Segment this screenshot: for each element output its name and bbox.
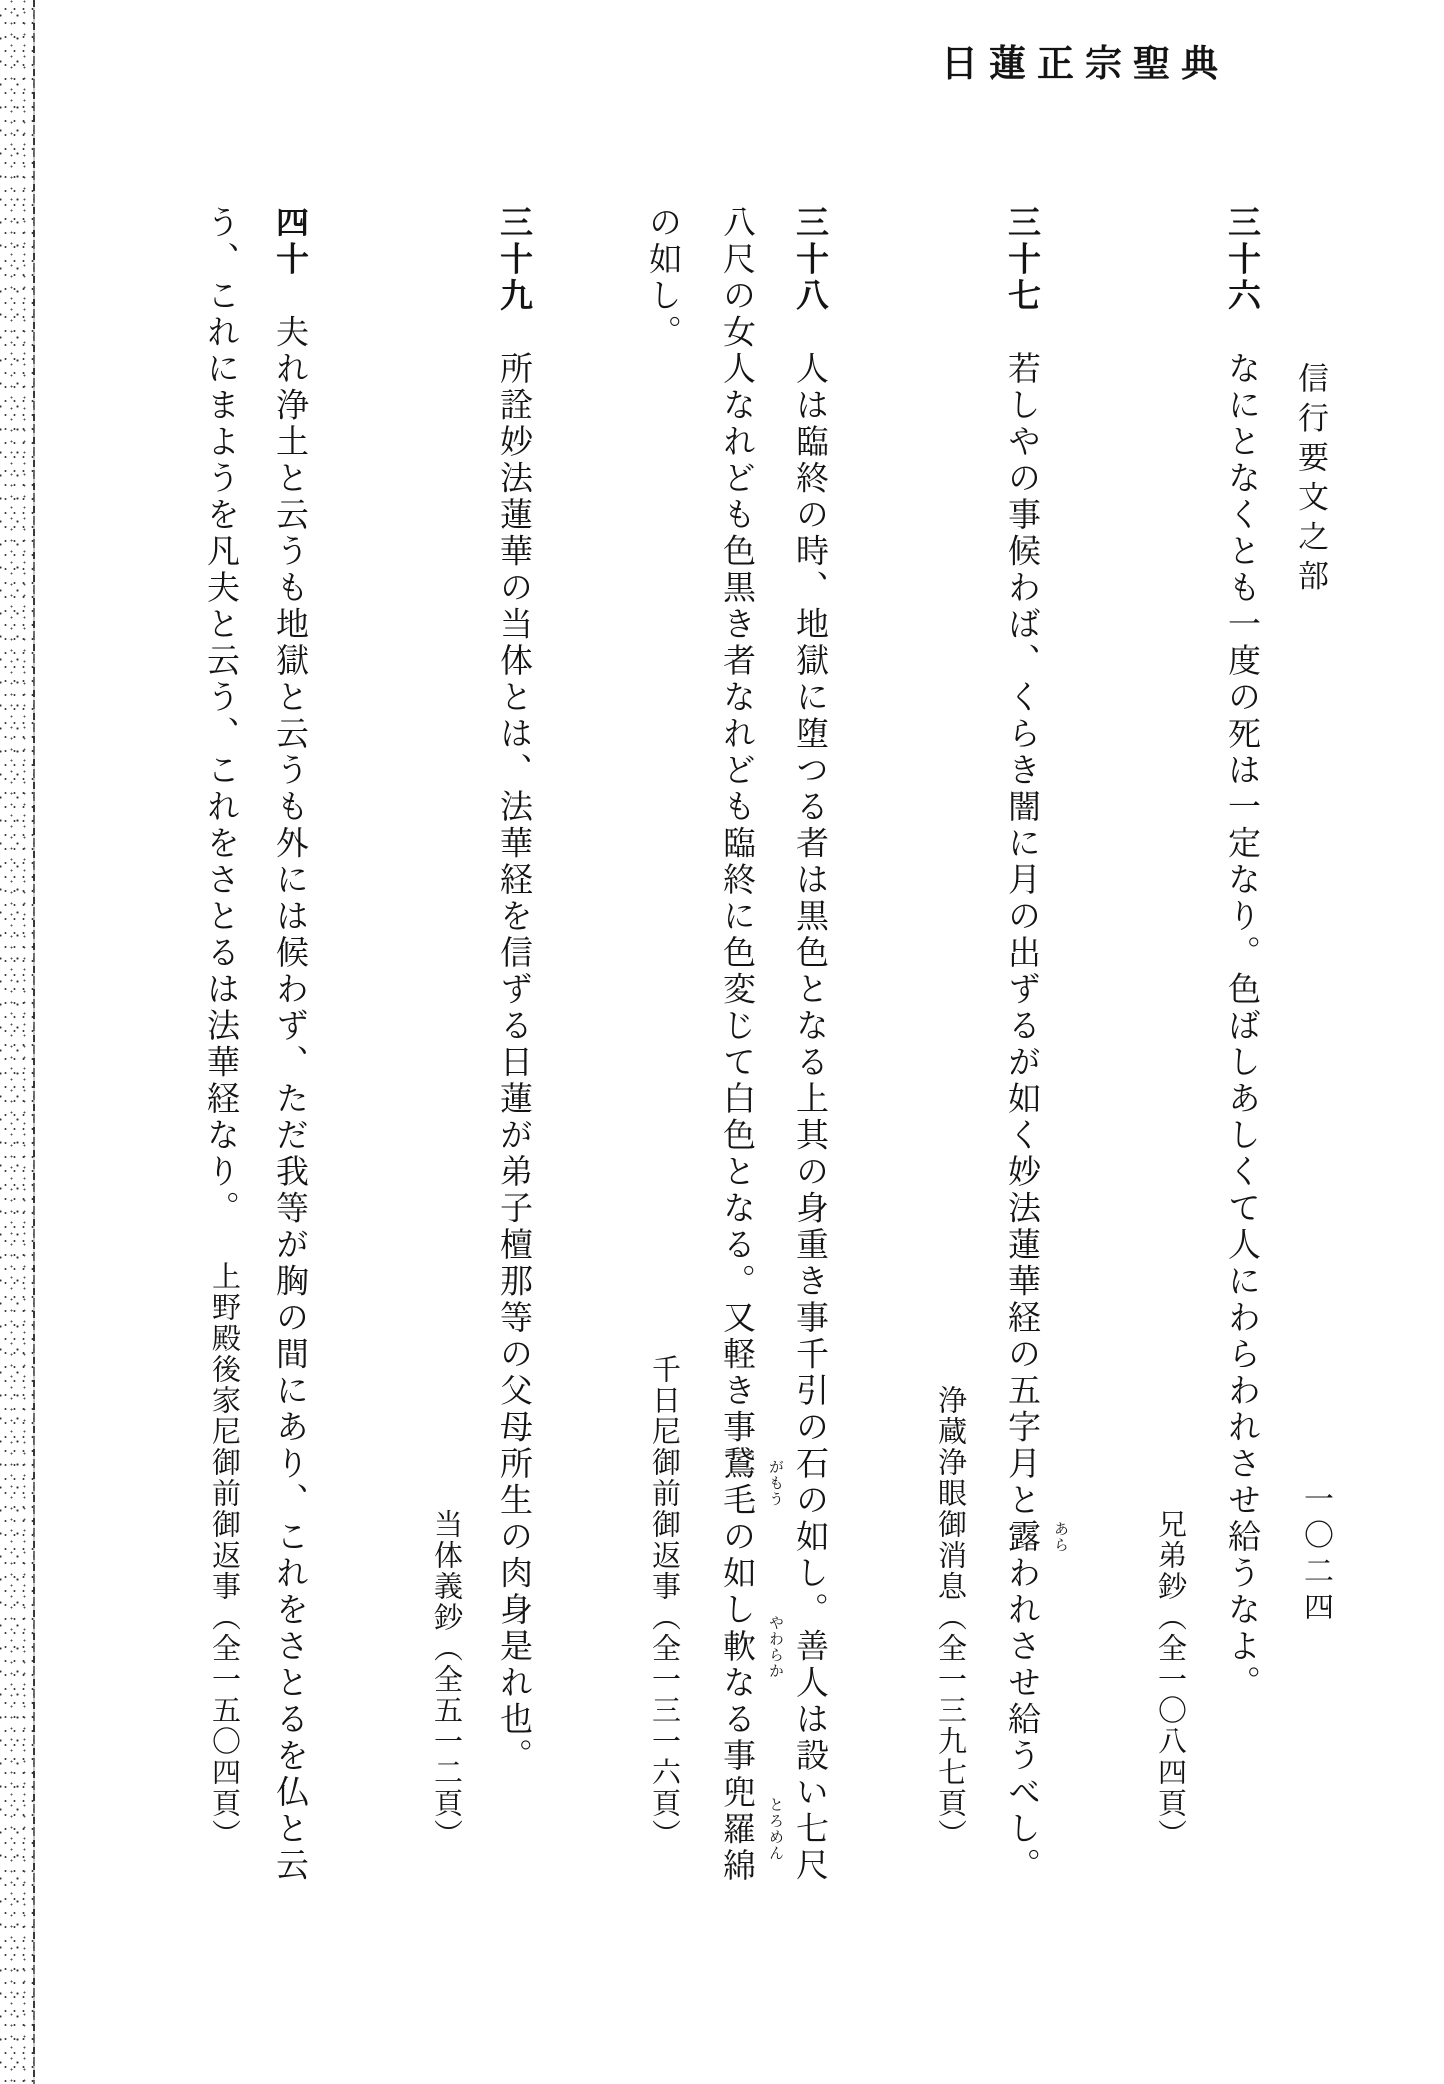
book-title: 日蓮正宗聖典: [941, 42, 1229, 85]
passage-number: 三十九: [495, 205, 534, 315]
scan-gutter-line-artifact: [33, 0, 35, 2084]
passage-三十八-column-1: 三十八 人は臨終の時、地獄に堕つる者は黒色となる上其の身重き事千引の石の如し。善人は設い七尺: [791, 205, 830, 1884]
passage-三十九-column-1: 三十九 所詮妙法蓮華の当体とは、法華経を信ずる日蓮が弟子檀那等の父母所生の肉身是れ也。: [495, 205, 534, 1775]
passage-number: 三十六: [1223, 205, 1262, 315]
passage-source: 千日尼御前御返事（全一三一六頁）: [648, 1354, 682, 1850]
passage-三十八-column-2: 八尺の女人なれども色黒き者なれども臨終に色変じて白色となる。又軽き事鵞毛 がもう の如し軟 やわらか なる事兜羅綿 とろめん: [718, 205, 785, 1884]
passage-source: 上野殿後家尼御前御返事（全一五〇四頁）: [208, 1261, 242, 1850]
passage-number: 四十: [271, 205, 310, 278]
passage-source: 当体義鈔（全五一二頁）: [430, 1509, 464, 1850]
passage-四十-column-1: 四十 夫れ浄土と云うも地獄と云うも外には候わず、ただ我等が胸の間にあり、これをさとるを仏と云: [271, 205, 310, 1884]
passage-source: 兄弟鈔（全一〇八四頁）: [1154, 1509, 1188, 1850]
scan-edge-halftone-artifact: [0, 0, 34, 2084]
furigana: がもう: [767, 1458, 785, 1507]
ruby-base: 軟 やわらか: [718, 1614, 785, 1679]
passage-source: 浄蔵浄眼御消息（全一三九七頁）: [934, 1385, 968, 1850]
ruby-base: 兜羅綿 とろめん: [718, 1774, 785, 1884]
furigana: あら: [1052, 1521, 1070, 1554]
passage-number: 三十八: [791, 205, 830, 315]
furigana: とろめん: [767, 1797, 785, 1862]
passage-四十-column-2: う、これにまようを凡夫と云う、これをさとるは法華経なり。: [202, 205, 241, 1227]
passage-三十八-column-3: の如し。: [644, 205, 683, 351]
passage-三十六-column-1: 三十六 なにとなくとも一度の死は一定なり。色ばしあしくて人にわらわれさせ給うなよ。: [1223, 205, 1262, 1702]
passage-number: 三十七: [1003, 205, 1042, 315]
ruby-base: 露 あら: [1003, 1519, 1070, 1556]
ruby-base: 鵞毛 がもう: [718, 1446, 785, 1519]
passage-三十七-column-1: 三十七 若しやの事候わば、くらき闇に月の出ずるが如く妙法蓮華経の五字月と露 あら われさせ給うべし。: [1003, 205, 1070, 1884]
section-header: 信行要文之部: [1292, 362, 1328, 599]
page-number: 一〇二四: [1298, 1483, 1333, 1627]
furigana: やわらか: [767, 1614, 785, 1679]
